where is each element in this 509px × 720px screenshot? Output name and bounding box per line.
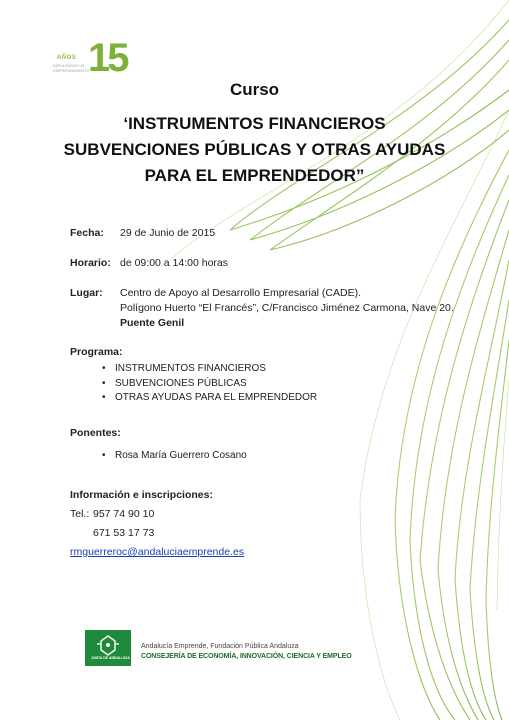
logo-number: 15 (88, 36, 127, 80)
course-title (30, 111, 479, 189)
logo-years-text: AÑOS (57, 55, 77, 61)
lugar-line: Centro de Apoyo al Desarrollo Empresarial (CADE). (120, 287, 362, 299)
course-title-line: SUBVENCIONES PÚBLICAS Y OTRAS AYUDAS (63, 140, 446, 159)
ponentes-label: Ponentes: (70, 427, 121, 439)
email-link[interactable]: rmguerreroc@andaluciaemprende.es (70, 546, 245, 558)
contact-label: Información e inscripciones: (70, 489, 213, 501)
phone-1: 957 74 90 10 (93, 508, 155, 520)
horario-label: Horario: (70, 257, 111, 269)
junta-andalucia-logo-icon (85, 630, 131, 666)
tel-label: Tel.: (70, 508, 90, 520)
list-item: • SUBVENCIONES PÚBLICAS (100, 377, 317, 392)
course-label: Curso (229, 80, 280, 99)
fecha-value: 29 de Junio de 2015 (120, 227, 216, 239)
lugar-label: Lugar: (70, 287, 103, 299)
programa-label: Programa: (70, 346, 123, 358)
list-item: • Rosa María Guerrero Cosano (100, 449, 247, 464)
ponentes-list (100, 449, 247, 464)
phone-2: 671 53 17 73 (93, 527, 155, 539)
lugar-line: Polígono Huerto “El Francés”, C/Francisco Jiménez Carmona, Nave 20. (120, 302, 454, 314)
fecha-row (70, 227, 104, 239)
horario-row (70, 257, 111, 269)
footer-ministry: CONSEJERÍA DE ECONOMÍA, INNOVACIÓN, CIENCIA Y EMPLEO (141, 653, 352, 660)
lugar-city: Puente Genil (120, 317, 185, 329)
fecha-label: Fecha: (70, 227, 104, 239)
list-item: • INSTRUMENTOS FINANCIEROS (100, 362, 317, 377)
horario-value: de 09:00 a 14:00 horas (120, 257, 229, 269)
lugar-row (70, 287, 103, 299)
course-title-line: PARA EL EMPRENDEDOR” (144, 166, 365, 185)
course-title-line: ‘INSTRUMENTOS FINANCIEROS (123, 114, 386, 133)
programa-list (100, 362, 317, 406)
logo-tagline: IMPULSANDO EL EMPRENDIMIENTO (53, 63, 90, 73)
footer-foundation: Andalucía Emprende, Fundación Pública Andaluza (141, 643, 299, 650)
list-item: • OTRAS AYUDAS PARA EL EMPRENDEDOR (100, 391, 317, 406)
footer-logo-caption: JUNTA DE ANDALUCIA (91, 656, 130, 660)
